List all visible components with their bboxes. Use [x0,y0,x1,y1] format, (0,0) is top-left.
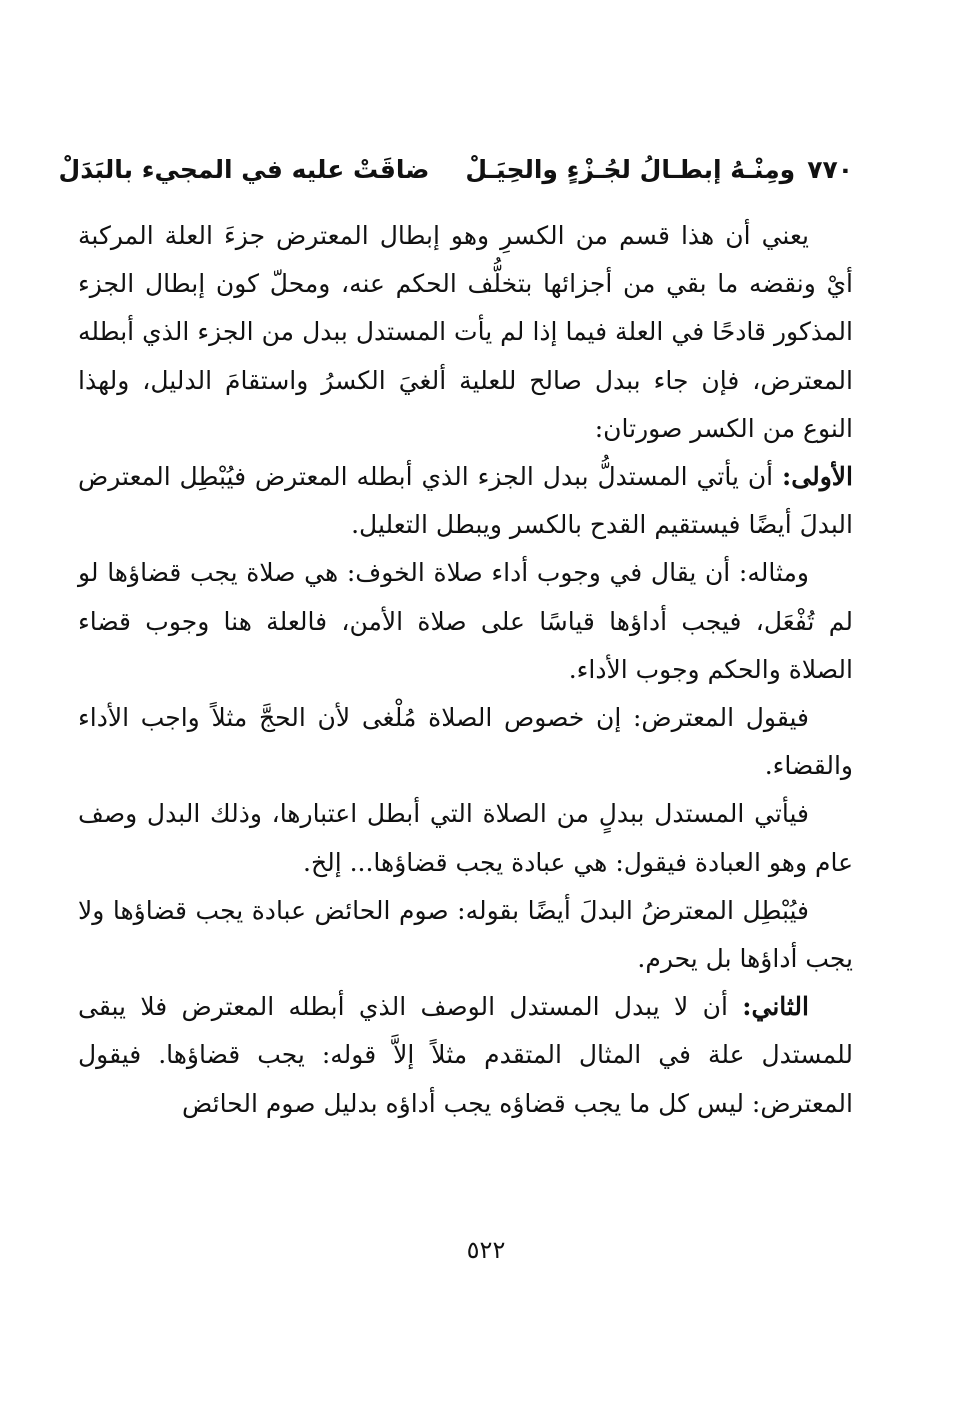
paragraph-text: يعني أن هذا قسم من الكسرِ وهو إبطال المعترض جزءَ العلة المركبة أيْ ونقضه ما بقي من أجزائها بتخلُّف الحكم عنه، ومحلّ كون إبطال الجزء المذكور قادحًا في العلة فيما إذا لم يأت المستدل ببدل من الجزء الذي أبطله المعترض، فإن جاء ببدل صالح للعلية ألغيَ الكسرُ واستقامَ الدليل، ولهذا النوع من الكسر صورتان: [78,221,853,443]
paragraph-4 [78,694,853,790]
paragraph-2 [78,453,853,549]
paragraph-lead: الثاني: [742,992,809,1022]
paragraph-text: فيأتي المستدل ببدلٍ من الصلاة التي أبطل اعتبارها، وذلك البدل وصف عام وهو العبادة فيقول: هي عبادة يجب قضاؤها... إلخ. [78,799,853,877]
paragraph-7 [78,983,853,1128]
paragraph-1 [78,212,853,453]
paragraph-text: فيقول المعترض: إن خصوص الصلاة مُلْغى لأن الحجَّ مثلاً واجب الأداء والقضاء. [78,703,853,781]
verse-second-hemistich: ضاقَتْ عليه في المجيء بالبَدَلْ [58,154,430,184]
paragraph-3 [78,549,853,694]
paragraph-text: أن يأتي المستدلُّ ببدل الجزء الذي أبطله المعترض فيُبْطِل المعترض البدلَ أيضًا فيستقيم القدح بالكسر ويبطل التعليل. [78,462,853,540]
page-number: ٥٢٢ [466,1236,506,1264]
paragraph-text: ومثاله: أن يقال في وجوب أداء صلاة الخوف: هي صلاة يجب قضاؤها لو لم تُفْعَل، فيجب أداؤها قياسًا على صلاة الأمن، فالعلة هنا وجوب قضاء الصلاة والحكم وجوب الأداء. [78,558,853,684]
commentary-text [78,212,853,1128]
verse-number: ٧٧٠ [807,154,853,184]
paragraph-6 [78,887,853,983]
verse-heading [58,146,853,192]
paragraph-lead: الأولى: [782,462,853,492]
paragraph-5 [78,790,853,886]
paragraph-text: فيُبْطِل المعترضُ البدلَ أيضًا بقوله: صوم الحائض عبادة يجب قضاؤها ولا يجب أداؤها بل يحرم. [78,895,853,974]
verse-first-hemistich: ومِنْـهُ إبطـالُ لجُـزْءٍ والحِيَـلْ [465,154,796,184]
paragraph-text: أن لا يبدل المستدل الوصف الذي أبطله المعترض فلا يبقى للمستدل علة في المثال المتقدم مثلاً إلاَّ قوله: يجب قضاؤها. فيقول المعترض: ليس كل ما يجب قضاؤه يجب أداؤه بدليل صوم الحائض [78,992,853,1118]
